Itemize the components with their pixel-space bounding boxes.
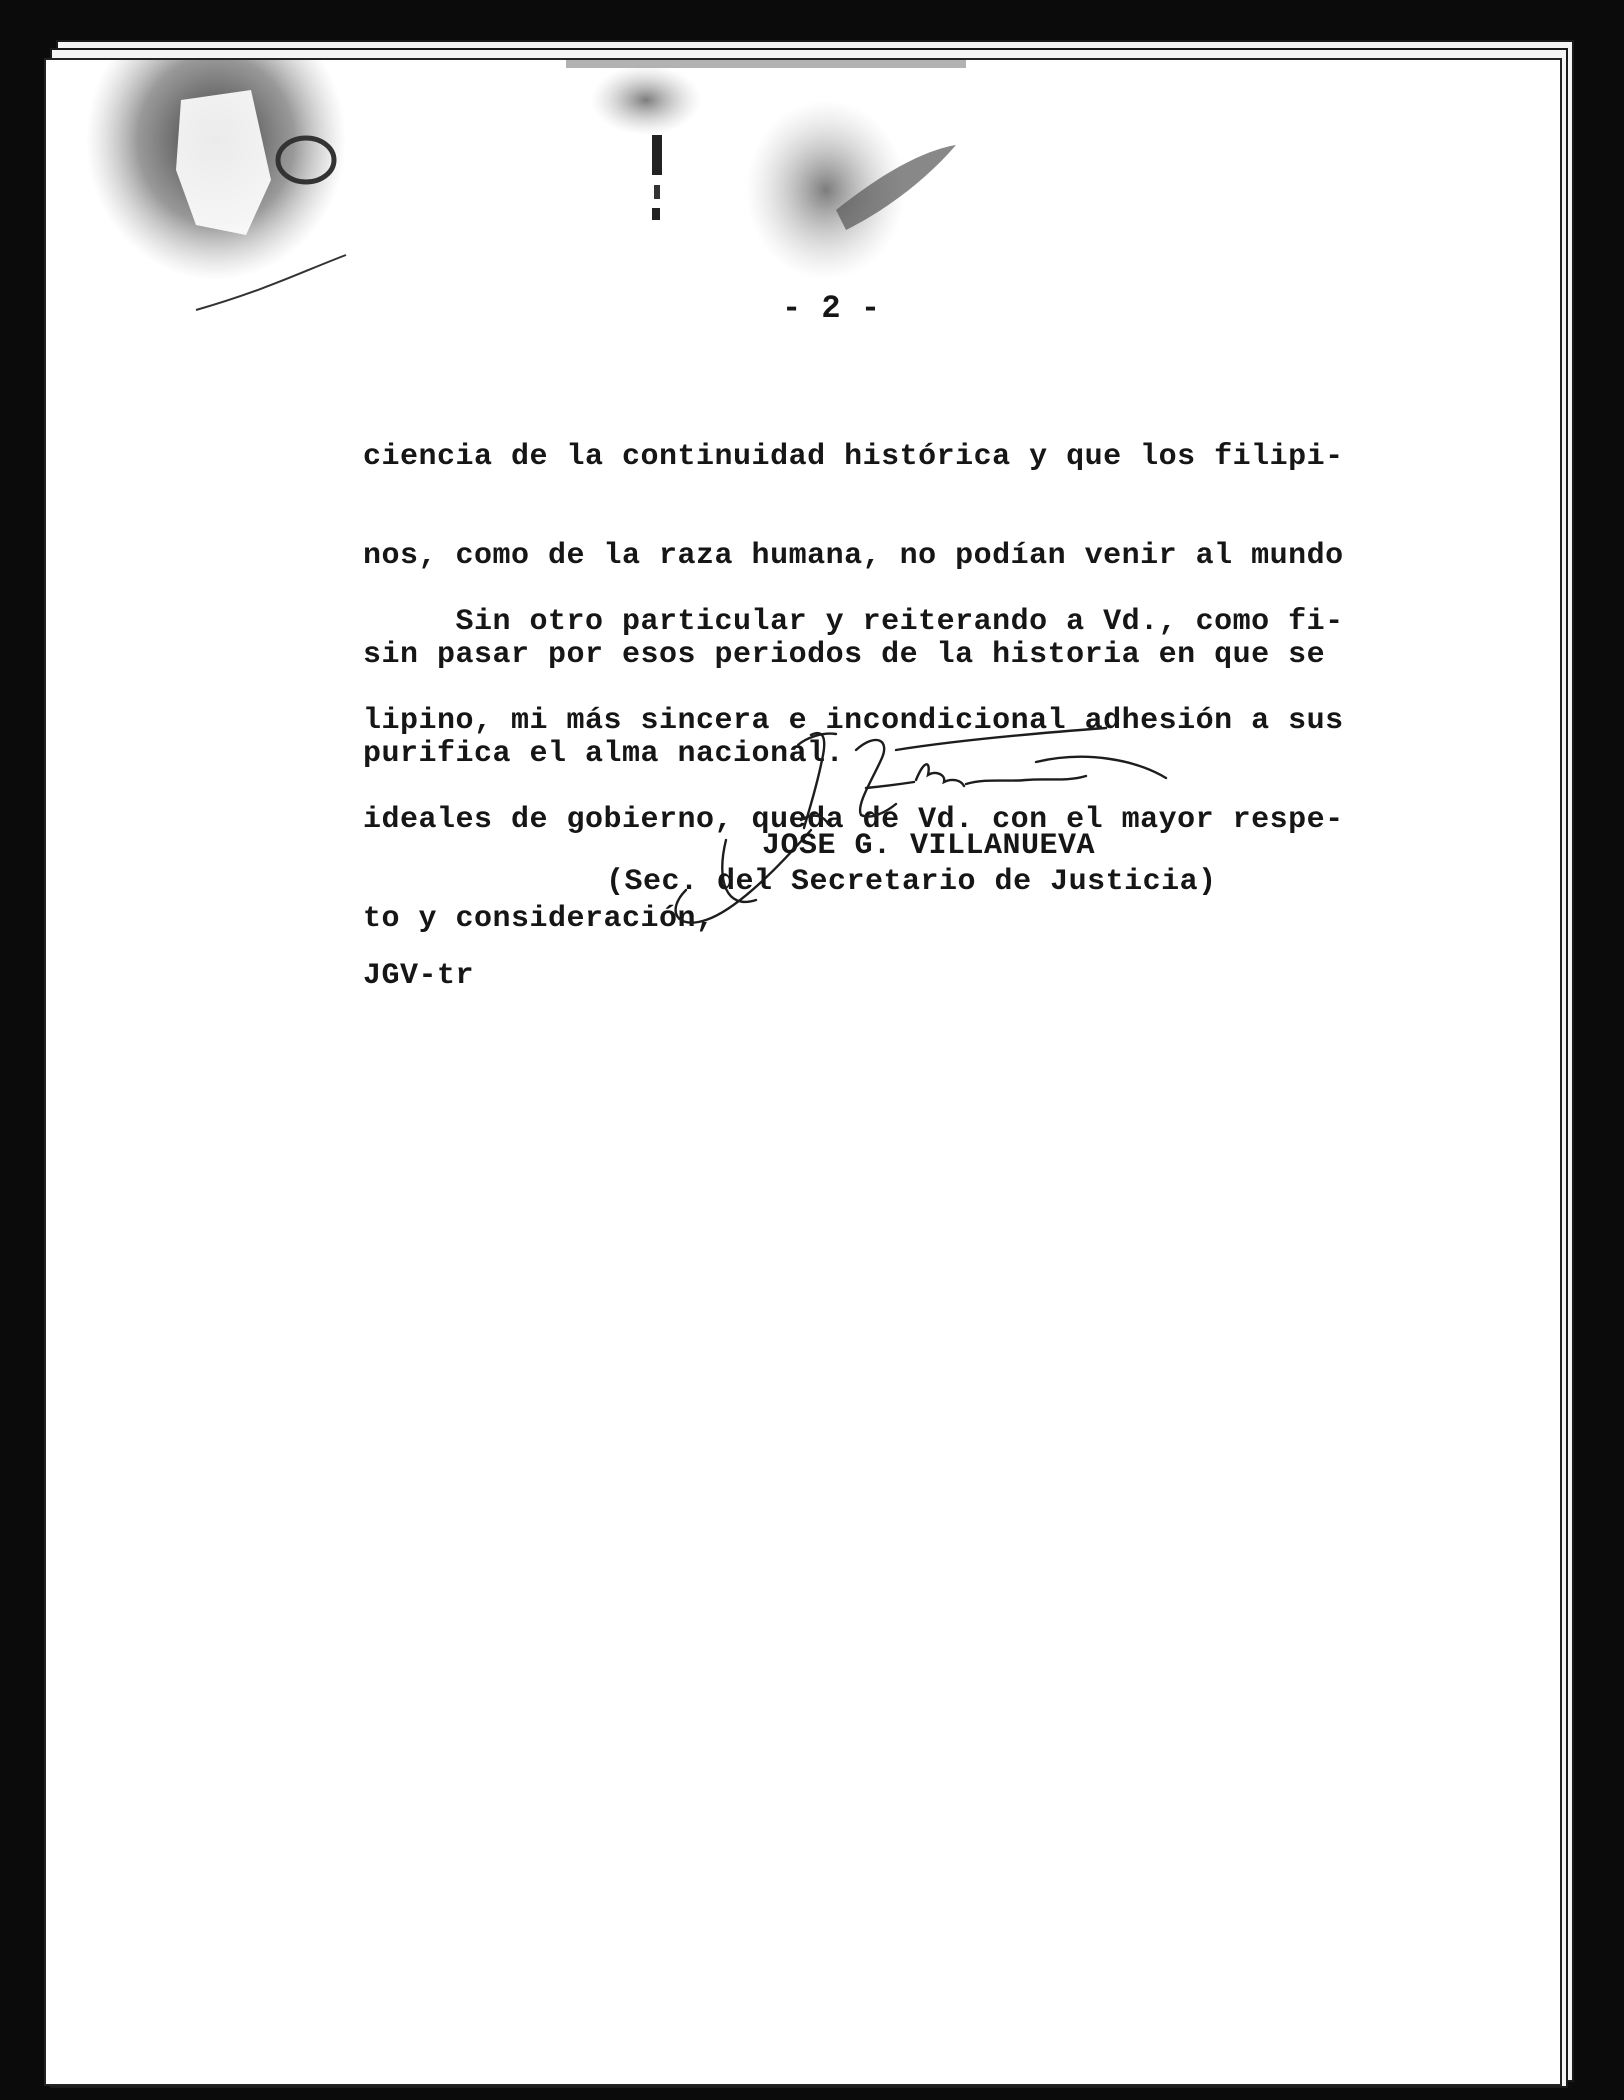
signatory-name: JOSE G. VILLANUEVA [762,829,1096,863]
text-line: lipino, mi más sincera e incondicional adhesión a sus [363,704,1344,738]
text-line: to y consideración, [363,902,715,936]
text-line: nos, como de la raza humana, no podían venir al mundo [363,539,1344,573]
text-line: ideales de gobierno, queda de Vd. con el mayor respe- [363,803,1344,837]
letter-page [44,58,1562,2086]
smudge-center [591,65,701,135]
page-number: - 2 - [782,290,881,327]
text-line: sin pasar por esos periodos de la historia en que se [363,638,1326,672]
reference-initials: JGV-tr [363,959,475,993]
scan-smudges [46,60,1560,380]
text-line: ciencia de la continuidad histórica y que los filipi- [363,440,1344,474]
signatory-title: (Sec. del Secretario de Justicia) [606,865,1217,899]
text-line: Sin otro particular y reiterando a Vd., como fi- [363,605,1344,639]
text-line: purifica el alma nacional. [363,737,845,771]
